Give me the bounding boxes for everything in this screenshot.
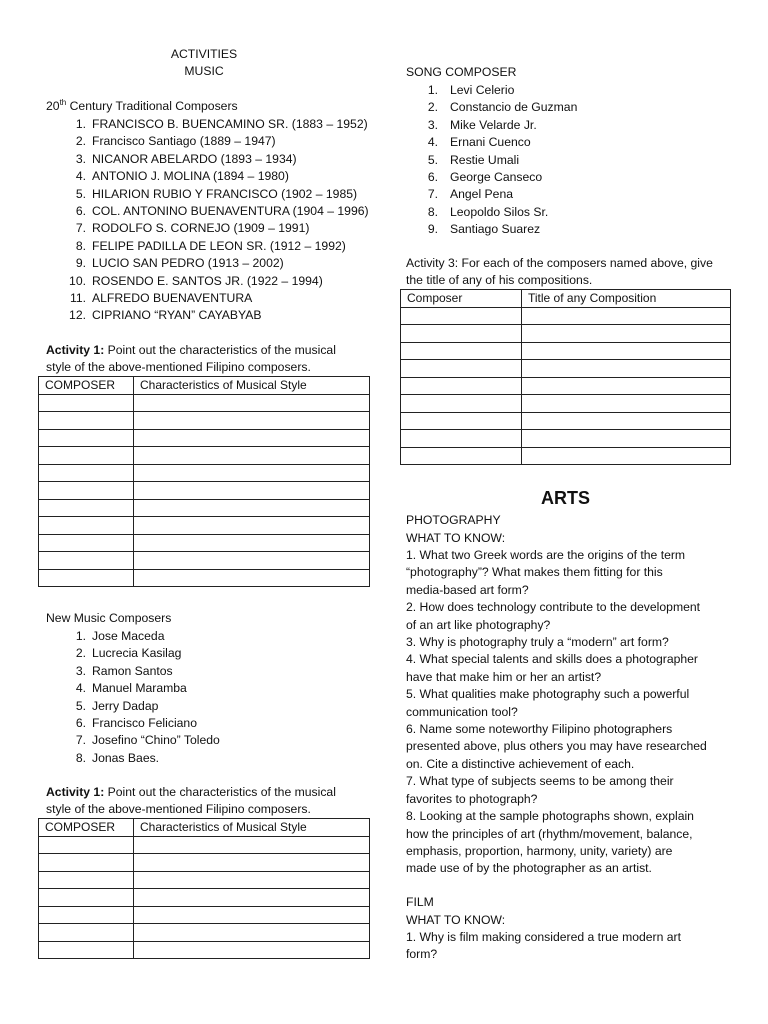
list-item bbox=[46, 186, 369, 203]
list-item bbox=[46, 273, 369, 290]
film-title: FILM bbox=[406, 895, 434, 909]
list-item bbox=[46, 151, 369, 168]
question-line: of an art like photography? bbox=[406, 617, 551, 632]
table-row bbox=[39, 412, 370, 430]
table-cell-empty[interactable] bbox=[134, 534, 370, 552]
table-cell-empty[interactable] bbox=[39, 534, 134, 552]
list-number: 3. bbox=[75, 151, 86, 166]
list-number: 4. bbox=[427, 135, 438, 150]
list-item bbox=[406, 186, 577, 203]
list-item bbox=[406, 169, 577, 186]
question-line: 3. Why is photography truly a “modern” art form? bbox=[406, 635, 669, 650]
table-cell-empty[interactable] bbox=[522, 307, 731, 325]
film-what-to-know: WHAT TO KNOW: bbox=[406, 913, 506, 927]
table-row bbox=[39, 482, 370, 500]
table-header-cell: Characteristics of Musical Style bbox=[134, 819, 370, 837]
table-cell-empty[interactable] bbox=[522, 447, 731, 465]
table-header-cell: Title of any Composition bbox=[522, 290, 731, 308]
list-item-text: Restie Umali bbox=[450, 152, 520, 167]
table-cell-empty[interactable] bbox=[401, 395, 522, 413]
table-cell-empty[interactable] bbox=[522, 430, 731, 448]
list-number: 1. bbox=[75, 629, 86, 643]
question-line: presented above, plus others you may have researched bbox=[406, 739, 707, 754]
list-item bbox=[406, 152, 577, 169]
table-cell-empty[interactable] bbox=[39, 871, 134, 889]
list-item bbox=[46, 645, 220, 662]
table-cell-empty[interactable] bbox=[401, 360, 522, 378]
table-cell-empty[interactable] bbox=[522, 325, 731, 343]
new-music-composers-list bbox=[46, 628, 220, 767]
question-line: 1. Why is film making considered a true modern art bbox=[406, 930, 682, 944]
table-cell-empty[interactable] bbox=[39, 924, 134, 942]
list-number: 2. bbox=[427, 100, 438, 115]
activity1a-table bbox=[38, 376, 370, 587]
list-item-text: Lucrecia Kasilag bbox=[92, 646, 182, 661]
list-number: 5. bbox=[75, 186, 86, 201]
list-number: 2. bbox=[75, 134, 86, 149]
list-item-text: Santiago Suarez bbox=[450, 222, 541, 237]
table-cell-empty[interactable] bbox=[522, 412, 731, 430]
activity3-table bbox=[400, 289, 731, 465]
table-row bbox=[39, 499, 370, 517]
list-item bbox=[46, 732, 220, 749]
list-item bbox=[46, 220, 369, 237]
table-cell-empty[interactable] bbox=[134, 394, 370, 412]
table-cell-empty[interactable] bbox=[401, 447, 522, 465]
list-item bbox=[46, 116, 369, 133]
traditional-composers-list bbox=[46, 116, 369, 325]
table-cell-empty[interactable] bbox=[39, 429, 134, 447]
table-cell-empty[interactable] bbox=[522, 395, 731, 413]
photography-title: PHOTOGRAPHY bbox=[406, 513, 501, 527]
list-item-text: ANTONIO J. MOLINA (1894 – 1980) bbox=[92, 169, 289, 184]
table-row bbox=[39, 429, 370, 447]
list-number: 9. bbox=[427, 222, 438, 237]
table-cell-empty[interactable] bbox=[39, 552, 134, 570]
list-item-text: Mike Velarde Jr. bbox=[450, 117, 537, 132]
list-item-text: Manuel Maramba bbox=[92, 681, 187, 696]
list-item-text: Levi Celerio bbox=[450, 83, 515, 97]
list-item bbox=[46, 255, 369, 272]
new-music-title: New Music Composers bbox=[46, 611, 172, 625]
list-item bbox=[46, 168, 369, 185]
activities-heading: ACTIVITIES bbox=[170, 47, 238, 61]
list-item-text: NICANOR ABELARDO (1893 – 1934) bbox=[92, 151, 297, 166]
list-item-text: FRANCISCO B. BUENCAMINO SR. (1883 – 1952) bbox=[92, 117, 368, 131]
table-cell-empty[interactable] bbox=[134, 482, 370, 500]
table-cell-empty[interactable] bbox=[401, 377, 522, 395]
table-cell-empty[interactable] bbox=[39, 906, 134, 924]
table-header-cell: Characteristics of Musical Style bbox=[134, 377, 370, 395]
table-cell-empty[interactable] bbox=[134, 836, 370, 854]
table-cell-empty[interactable] bbox=[401, 430, 522, 448]
table-cell-empty[interactable] bbox=[39, 464, 134, 482]
list-item bbox=[46, 307, 369, 324]
traditional-composers-title: 20th Century Traditional Composers bbox=[46, 97, 238, 113]
table-cell-empty[interactable] bbox=[134, 447, 370, 465]
table-cell-empty[interactable] bbox=[401, 342, 522, 360]
list-number: 10. bbox=[69, 273, 86, 288]
question-line: on. Cite a distinctive achievement of each. bbox=[406, 756, 635, 771]
list-number: 3. bbox=[75, 663, 86, 678]
list-number: 5. bbox=[75, 698, 86, 713]
table-header-cell: COMPOSER bbox=[39, 819, 134, 837]
arts-heading: ARTS bbox=[541, 488, 590, 508]
list-item-text: RODOLFO S. CORNEJO (1909 – 1991) bbox=[92, 221, 310, 236]
list-item-text: Ernani Cuenco bbox=[450, 135, 531, 150]
list-number: 4. bbox=[75, 681, 86, 696]
question-line: 2. How does technology contribute to the development bbox=[406, 600, 701, 615]
table-cell-empty[interactable] bbox=[39, 569, 134, 587]
table-cell-empty[interactable] bbox=[39, 941, 134, 959]
table-row bbox=[401, 325, 731, 343]
table-row bbox=[39, 854, 370, 872]
list-item bbox=[46, 133, 369, 150]
question-line: have that make him or her an artist? bbox=[406, 669, 602, 684]
list-number: 11. bbox=[69, 291, 86, 306]
table-cell-empty[interactable] bbox=[134, 924, 370, 942]
table-cell-empty[interactable] bbox=[522, 377, 731, 395]
table-cell-empty[interactable] bbox=[134, 499, 370, 517]
list-item-text: Josefino “Chino” Toledo bbox=[92, 733, 220, 748]
list-item-text: Francisco Santiago (1889 – 1947) bbox=[92, 134, 276, 149]
list-number: 1. bbox=[75, 117, 86, 131]
list-item-text: ALFREDO BUENAVENTURA bbox=[92, 291, 253, 306]
table-cell-empty[interactable] bbox=[401, 325, 522, 343]
question-line: form? bbox=[406, 947, 438, 962]
photography-what-to-know: WHAT TO KNOW: bbox=[406, 531, 506, 545]
list-item bbox=[46, 290, 369, 307]
table-row bbox=[401, 430, 731, 448]
list-item bbox=[46, 628, 220, 645]
list-item bbox=[46, 663, 220, 680]
table-cell-empty[interactable] bbox=[134, 906, 370, 924]
question-line: favorites to photograph? bbox=[406, 791, 538, 806]
table-row bbox=[39, 464, 370, 482]
list-item-text: Jerry Dadap bbox=[92, 698, 159, 713]
list-number: 8. bbox=[75, 750, 86, 765]
table-header-cell: Composer bbox=[401, 290, 522, 308]
table-header-row bbox=[39, 819, 370, 837]
table-cell-empty[interactable] bbox=[39, 482, 134, 500]
table-cell-empty[interactable] bbox=[134, 889, 370, 907]
activity3-instruction: Activity 3: For each of the composers named above, give the title of any of his compositions. bbox=[406, 256, 713, 288]
list-item-text: Constancio de Guzman bbox=[450, 100, 578, 115]
question-line: how the principles of art (rhythm/movement, balance, bbox=[406, 826, 693, 841]
table-cell-empty[interactable] bbox=[134, 854, 370, 872]
table-header-row bbox=[39, 377, 370, 395]
list-item-text: Ramon Santos bbox=[92, 663, 173, 678]
table-cell-empty[interactable] bbox=[39, 394, 134, 412]
table-row bbox=[401, 360, 731, 378]
table-row bbox=[401, 342, 731, 360]
table-header-row bbox=[401, 290, 731, 308]
list-item-text: HILARION RUBIO Y FRANCISCO (1902 – 1985) bbox=[92, 186, 358, 201]
table-cell-empty[interactable] bbox=[522, 342, 731, 360]
table-cell-empty[interactable] bbox=[401, 307, 522, 325]
list-item-text: CIPRIANO “RYAN” CAYABYAB bbox=[92, 308, 262, 323]
list-item-text: COL. ANTONINO BUENAVENTURA (1904 – 1996) bbox=[92, 204, 369, 219]
question-line: made use of by the photographer as an artist. bbox=[406, 861, 652, 876]
question-line: 5. What qualities make photography such a powerful bbox=[406, 687, 690, 702]
table-cell-empty[interactable] bbox=[134, 517, 370, 535]
table-row bbox=[39, 941, 370, 959]
list-item-text: Jonas Baes. bbox=[92, 750, 160, 765]
list-item bbox=[406, 117, 577, 134]
list-number: 6. bbox=[427, 170, 438, 185]
table-row bbox=[39, 889, 370, 907]
list-number: 8. bbox=[427, 204, 438, 219]
list-item-text: ROSENDO E. SANTOS JR. (1922 – 1994) bbox=[92, 273, 323, 288]
music-heading: MUSIC bbox=[184, 64, 224, 79]
table-row bbox=[39, 552, 370, 570]
list-number: 3. bbox=[427, 117, 438, 132]
list-number: 5. bbox=[427, 152, 438, 167]
list-number: 7. bbox=[75, 221, 86, 236]
list-number: 6. bbox=[75, 204, 86, 219]
activity1b-instruction: Activity 1: Point out the characteristics of the musical style of the above-mentioned Filipino composers. bbox=[46, 785, 336, 817]
song-composer-title: SONG COMPOSER bbox=[406, 65, 517, 79]
table-cell-empty[interactable] bbox=[522, 360, 731, 378]
list-item bbox=[46, 680, 220, 697]
table-cell-empty[interactable] bbox=[401, 412, 522, 430]
table-row bbox=[39, 569, 370, 587]
list-item-text: Jose Maceda bbox=[92, 629, 165, 643]
list-number: 6. bbox=[75, 716, 86, 731]
list-item-text: Francisco Feliciano bbox=[92, 716, 197, 731]
table-cell-empty[interactable] bbox=[39, 836, 134, 854]
list-item bbox=[46, 698, 220, 715]
table-cell-empty[interactable] bbox=[39, 447, 134, 465]
table-row bbox=[39, 906, 370, 924]
table-row bbox=[39, 534, 370, 552]
list-item bbox=[406, 204, 577, 221]
table-header-cell: COMPOSER bbox=[39, 377, 134, 395]
photography-questions bbox=[406, 547, 707, 878]
question-line: 8. Looking at the sample photographs shown, explain bbox=[406, 809, 694, 824]
list-item-text: George Canseco bbox=[450, 170, 543, 185]
list-item-text: Angel Pena bbox=[450, 187, 514, 202]
table-cell-empty[interactable] bbox=[134, 569, 370, 587]
table-row bbox=[39, 924, 370, 942]
table-row bbox=[39, 447, 370, 465]
question-line: 1. What two Greek words are the origins of the term bbox=[406, 548, 686, 562]
table-cell-empty[interactable] bbox=[134, 412, 370, 430]
list-number: 7. bbox=[427, 187, 438, 202]
list-number: 7. bbox=[75, 733, 86, 748]
question-line: emphasis, proportion, harmony, unity, variety) are bbox=[406, 843, 673, 858]
table-row bbox=[401, 412, 731, 430]
question-line: 4. What special talents and skills does a photographer bbox=[406, 652, 698, 667]
list-item-text: FELIPE PADILLA DE LEON SR. (1912 – 1992) bbox=[92, 238, 346, 253]
table-cell-empty[interactable] bbox=[134, 429, 370, 447]
list-number: 1. bbox=[427, 83, 438, 97]
table-cell-empty[interactable] bbox=[39, 854, 134, 872]
list-number: 8. bbox=[75, 238, 86, 253]
question-line: “photography”? What makes them fitting for this bbox=[406, 565, 663, 580]
table-row bbox=[401, 307, 731, 325]
table-row bbox=[401, 447, 731, 465]
table-cell-empty[interactable] bbox=[39, 412, 134, 430]
left-column bbox=[46, 46, 376, 81]
list-item-text: Leopoldo Silos Sr. bbox=[450, 204, 549, 219]
list-number: 2. bbox=[75, 646, 86, 661]
list-item bbox=[406, 99, 577, 116]
activity1a-instruction: Activity 1: Point out the characteristics of the musical style of the above-mentioned Filipino composers. bbox=[46, 343, 336, 375]
table-row bbox=[39, 871, 370, 889]
table-cell-empty[interactable] bbox=[39, 889, 134, 907]
list-item bbox=[46, 715, 220, 732]
question-line: media-based art form? bbox=[406, 582, 529, 597]
list-number: 12. bbox=[69, 308, 86, 323]
list-item bbox=[406, 82, 577, 99]
activity1b-table bbox=[38, 818, 370, 959]
question-line: communication tool? bbox=[406, 704, 518, 719]
list-item bbox=[46, 238, 369, 255]
table-cell-empty[interactable] bbox=[39, 499, 134, 517]
table-cell-empty[interactable] bbox=[134, 552, 370, 570]
table-cell-empty[interactable] bbox=[134, 871, 370, 889]
song-composers-list bbox=[406, 82, 577, 239]
table-cell-empty[interactable] bbox=[134, 464, 370, 482]
list-item bbox=[406, 134, 577, 151]
list-item bbox=[406, 221, 577, 238]
list-number: 9. bbox=[75, 256, 86, 271]
question-line: 7. What type of subjects seems to be among their bbox=[406, 774, 674, 789]
list-item bbox=[46, 750, 220, 767]
table-row bbox=[401, 377, 731, 395]
list-number: 4. bbox=[75, 169, 86, 184]
table-row bbox=[401, 395, 731, 413]
list-item bbox=[46, 203, 369, 220]
table-cell-empty[interactable] bbox=[134, 941, 370, 959]
table-cell-empty[interactable] bbox=[39, 517, 134, 535]
table-row bbox=[39, 517, 370, 535]
list-item-text: LUCIO SAN PEDRO (1913 – 2002) bbox=[92, 256, 284, 271]
table-row bbox=[39, 394, 370, 412]
film-questions bbox=[406, 929, 681, 964]
question-line: 6. Name some noteworthy Filipino photographers bbox=[406, 722, 673, 737]
table-row bbox=[39, 836, 370, 854]
